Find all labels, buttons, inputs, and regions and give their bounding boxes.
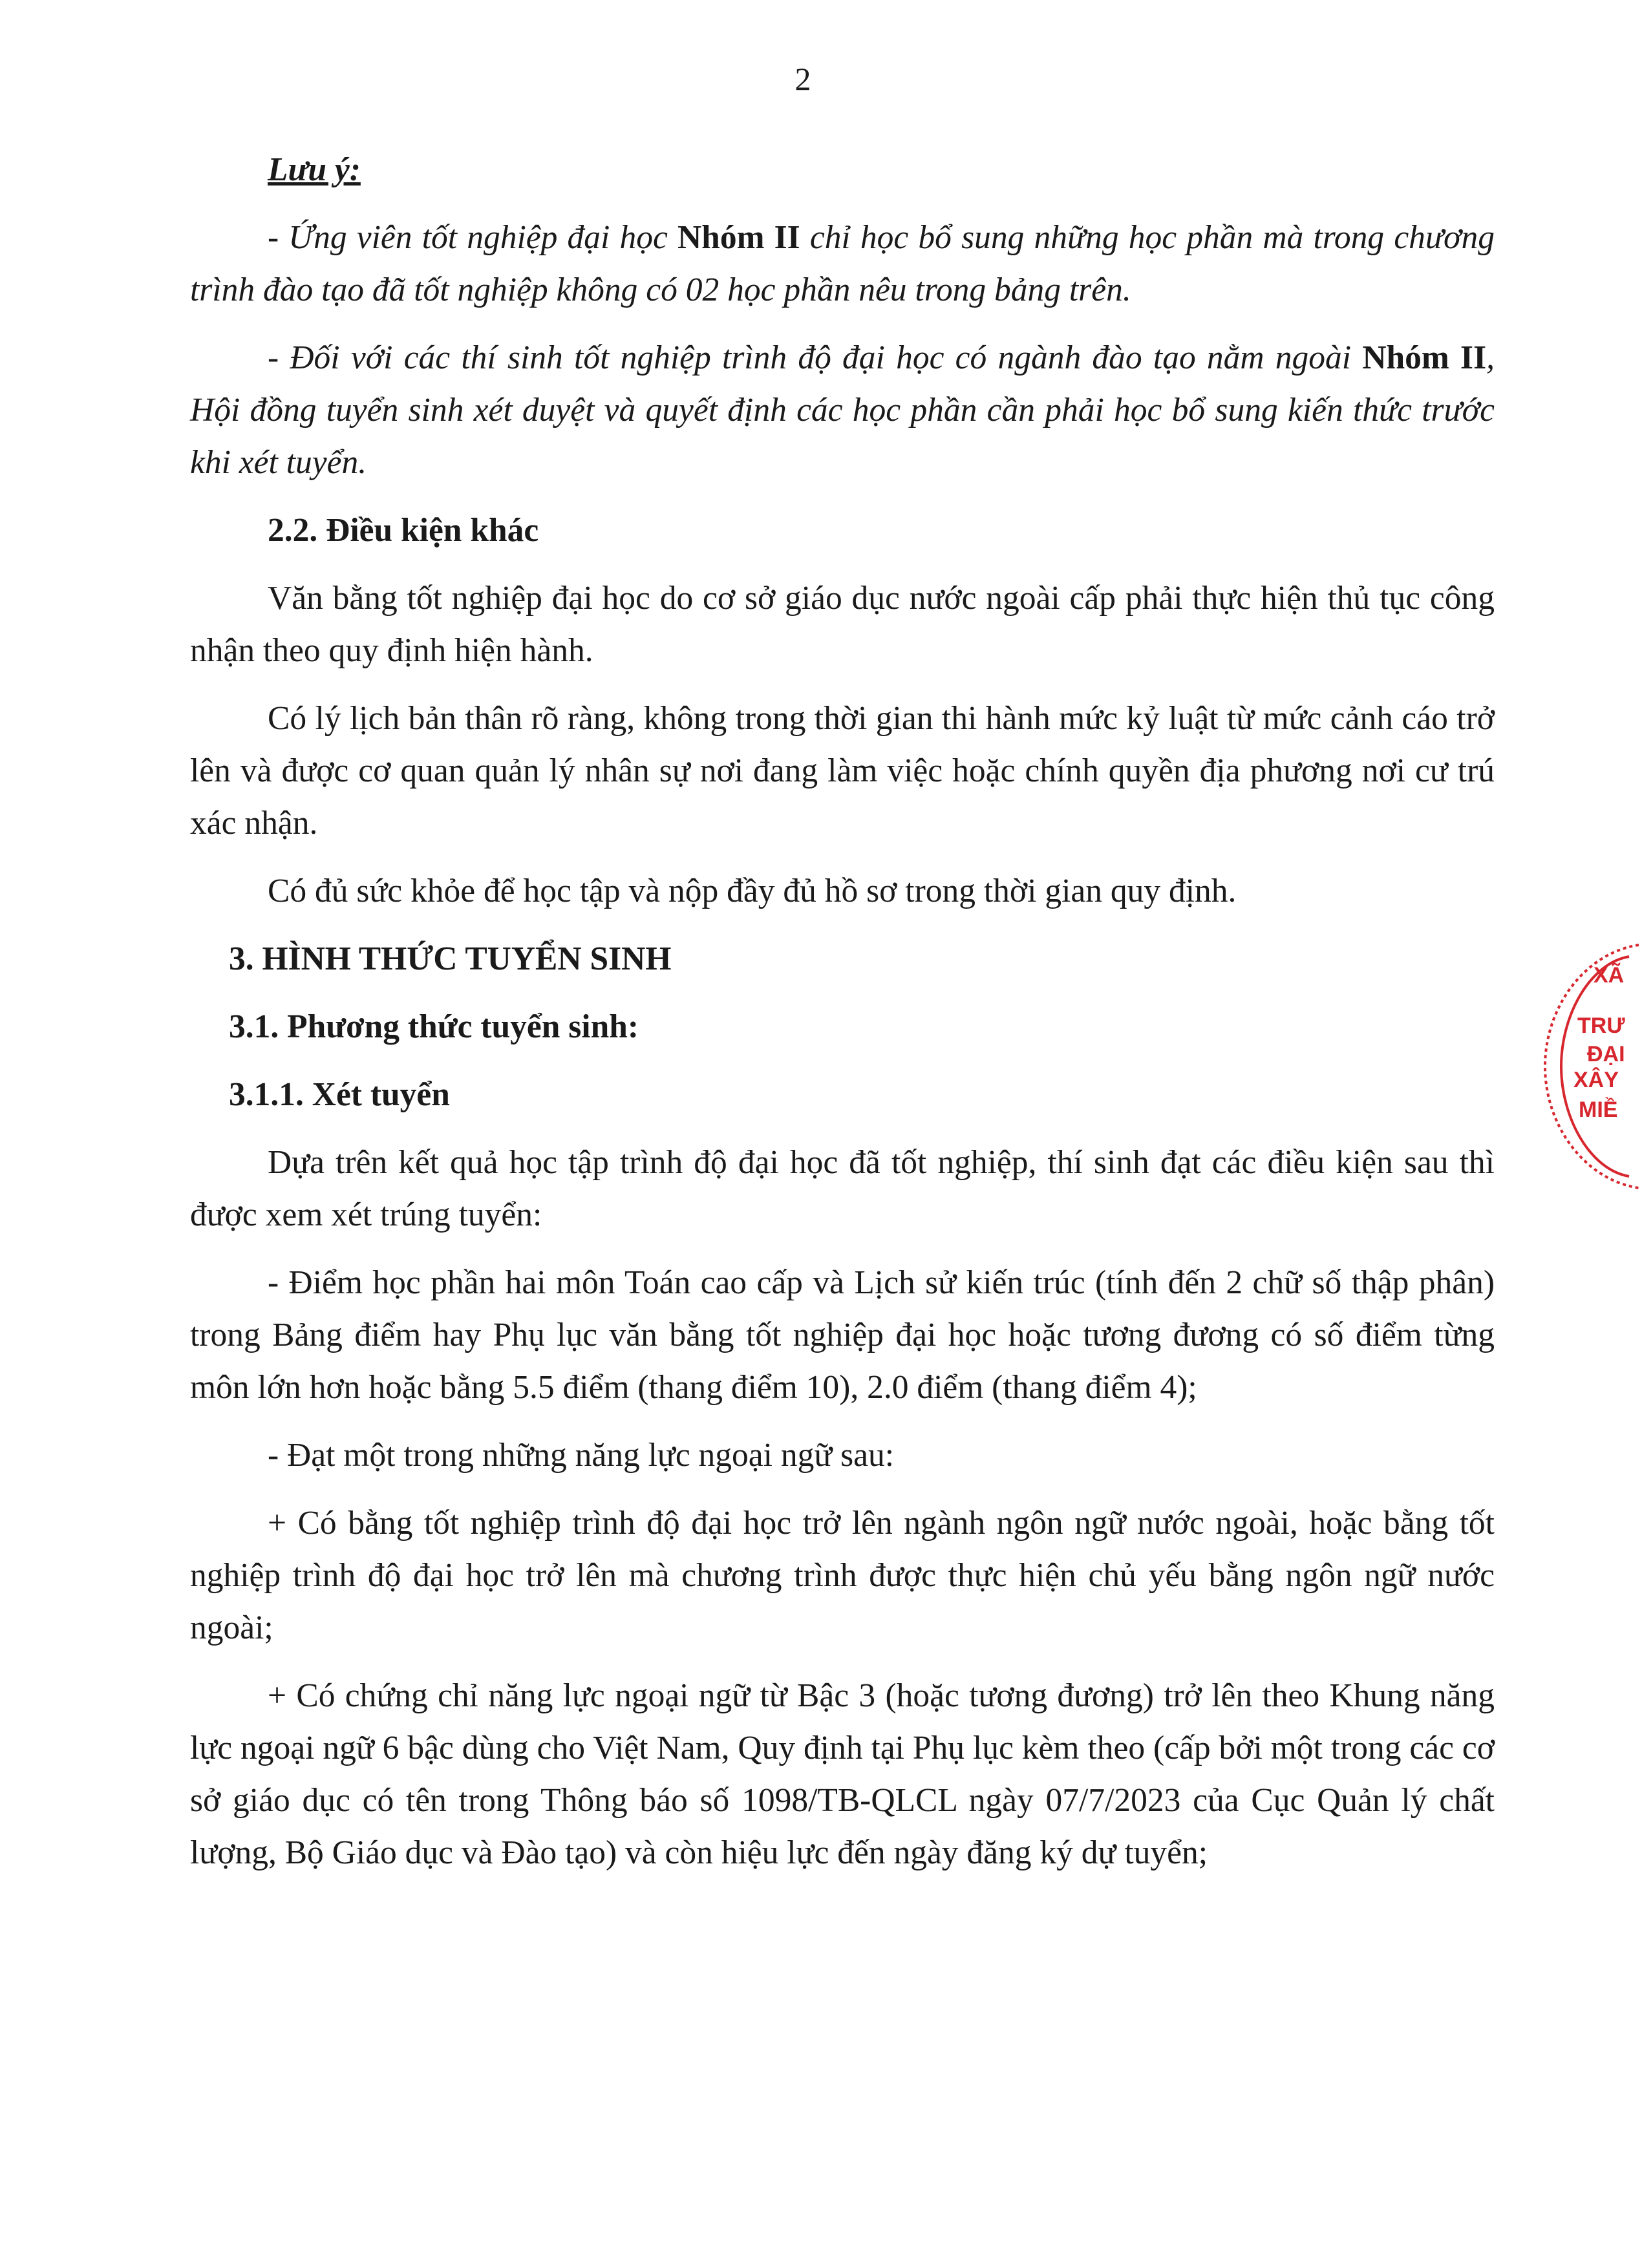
heading-2-2: 2.2. Điều kiện khác [268, 512, 539, 549]
stamp-text-5: MIỀ [1579, 1097, 1618, 1122]
note-paragraph-2: - Đối với các thí sinh tốt nghiệp trình độ đại học có ngành đào tạo nằm ngoài Nhóm II, Hội đồng tuyển sinh xét duyệt và quyết định các học phần cần phải học bổ sung kiến thức trước khi xét tuyển. [190, 339, 1495, 481]
paragraph-language-degree: + Có bằng tốt nghiệp trình độ đại học trở lên ngành ngôn ngữ nước ngoài, hoặc bằng tốt nghiệp trình độ đại học trở lên mà chương trình được thực hiện chủ yếu bằng ngôn ngữ nước ngoài; [190, 1505, 1495, 1646]
note-title: Lưu ý: [268, 151, 361, 188]
note-paragraph-1: - Ứng viên tốt nghiệp đại học Nhóm II chỉ học bổ sung những học phần mà trong chương trình đào tạo đã tốt nghiệp không có 02 học phần nêu trong bảng trên. [190, 219, 1495, 308]
heading-3-1: 3.1. Phương thức tuyển sinh: [229, 1008, 639, 1045]
heading-3-1-1: 3.1.1. Xét tuyển [229, 1076, 450, 1113]
stamp-text-1: XÃ [1594, 963, 1625, 988]
stamp-text-2: TRƯ [1577, 1013, 1625, 1038]
paragraph-background: Có lý lịch bản thân rõ ràng, không trong thời gian thi hành mức kỷ luật từ mức cảnh cáo trở lên và được cơ quan quản lý nhân sự nơi đang làm việc hoặc chính quyền địa phương nơi cư trú xác nhận. [190, 700, 1495, 842]
paragraph-language-certificate: + Có chứng chỉ năng lực ngoại ngữ từ Bậc 3 (hoặc tương đương) trở lên theo Khung năng lực ngoại ngữ 6 bậc dùng cho Việt Nam, Quy định tại Phụ lục kèm theo (cấp bởi một trong các cơ sở giáo dục có tên trong Thông báo số 1098/TB-QLCL ngày 07/7/2023 của Cục Quản lý chất lượng, Bộ Giáo dục và Đào tạo) và còn hiệu lực đến ngày đăng ký dự tuyển; [190, 1677, 1495, 1871]
page-number: 2 [794, 61, 811, 97]
paragraph-score-requirement: - Điểm học phần hai môn Toán cao cấp và Lịch sử kiến trúc (tính đến 2 chữ số thập phân) trong Bảng điểm hay Phụ lục văn bằng tốt nghiệp đại học hoặc tương đương có số điểm từng môn lớn hơn hoặc bằng 5.5 điểm (thang điểm 10), 2.0 điểm (thang điểm 4); [190, 1264, 1495, 1406]
paragraph-health: Có đủ sức khỏe để học tập và nộp đầy đủ hồ sơ trong thời gian quy định. [268, 873, 1237, 909]
paragraph-language-requirement: - Đạt một trong những năng lực ngoại ngữ sau: [268, 1437, 895, 1474]
bold-group-name: Nhóm II [1362, 339, 1487, 376]
document-body [190, 143, 1495, 1894]
heading-3: 3. HÌNH THỨC TUYỂN SINH [229, 940, 672, 977]
stamp-text-4: XÂY [1573, 1068, 1619, 1092]
bold-group-name: Nhóm II [677, 219, 800, 256]
stamp-text-3: ĐẠI [1587, 1042, 1625, 1066]
official-stamp [1532, 937, 1642, 1196]
paragraph-admission-basis: Dựa trên kết quả học tập trình độ đại học đã tốt nghiệp, thí sinh đạt các điều kiện sau thì được xem xét trúng tuyển: [190, 1144, 1495, 1233]
paragraph-diploma: Văn bằng tốt nghiệp đại học do cơ sở giáo dục nước ngoài cấp phải thực hiện thủ tục công nhận theo quy định hiện hành. [190, 580, 1495, 669]
